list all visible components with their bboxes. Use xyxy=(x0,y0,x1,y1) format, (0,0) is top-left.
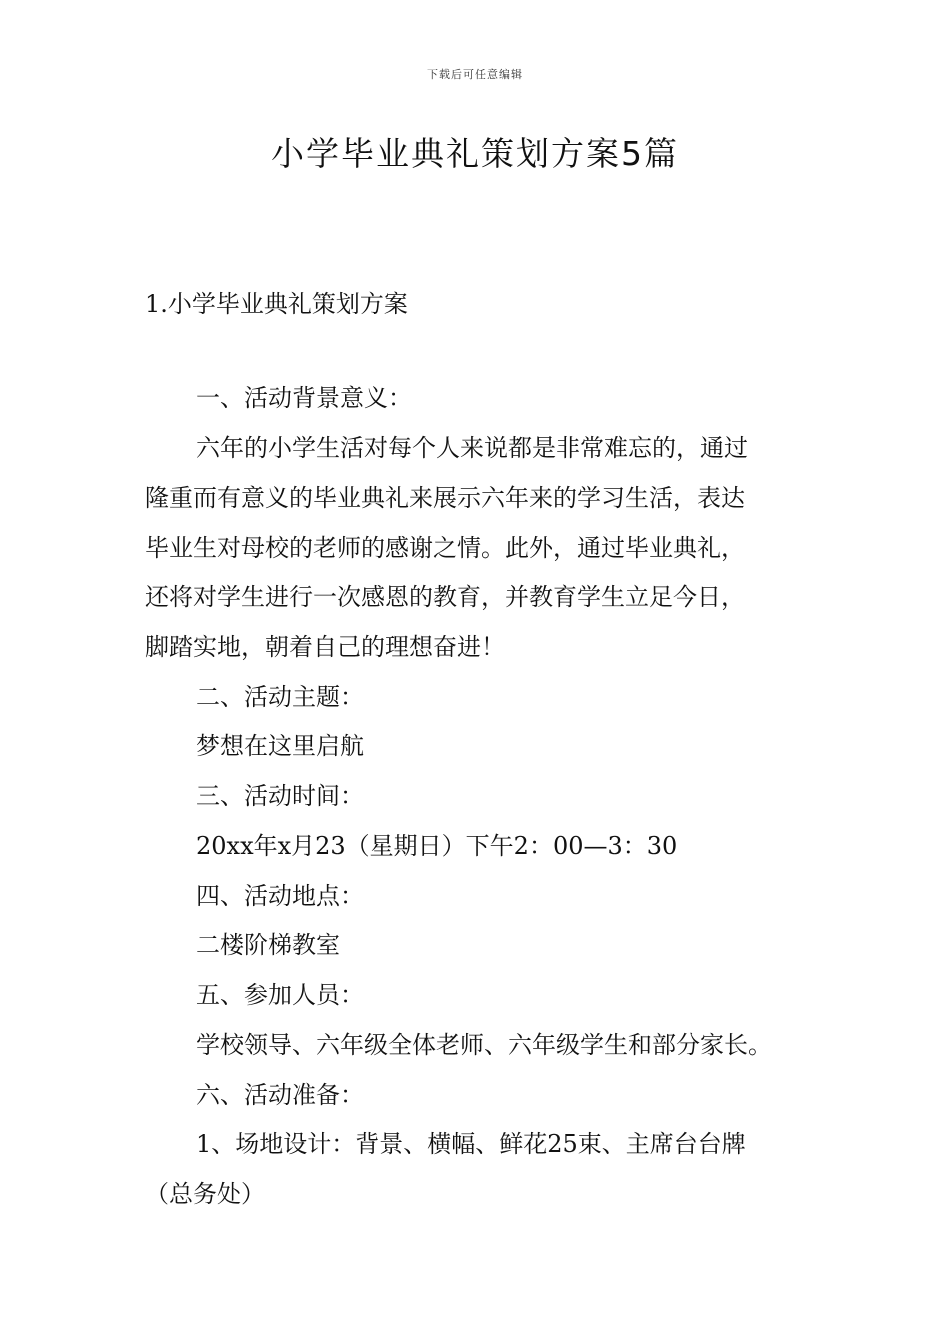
heading-location: 四、活动地点： xyxy=(196,882,364,910)
heading-background: 一、活动背景意义： xyxy=(196,384,412,412)
heading-theme: 二、活动主题： xyxy=(196,683,364,711)
heading-preparation: 六、活动准备： xyxy=(196,1081,364,1109)
header-note: 下载后可任意编辑 xyxy=(427,68,523,81)
heading-participants: 五、参加人员： xyxy=(196,981,364,1009)
section-title: 1.小学毕业典礼策划方案 xyxy=(145,290,408,318)
location-text: 二楼阶梯教室 xyxy=(196,931,340,959)
preparation-item-1: 1、场地设计：背景、横幅、鲜花25束、主席台台牌 xyxy=(196,1130,746,1158)
participants-text: 学校领导、六年级全体老师、六年级学生和部分家长。 xyxy=(196,1031,772,1059)
document-title: 小学毕业典礼策划方案5篇 xyxy=(271,134,679,173)
paragraph-line: 隆重而有意义的毕业典礼来展示六年来的学习生活，表达 xyxy=(145,484,745,512)
paragraph-line: 还将对学生进行一次感恩的教育，并教育学生立足今日， xyxy=(145,583,745,611)
preparation-item-1-cont: （总务处） xyxy=(145,1180,265,1208)
paragraph-line: 脚踏实地，朝着自己的理想奋进！ xyxy=(145,633,505,661)
paragraph-line: 毕业生对母校的老师的感谢之情。此外，通过毕业典礼， xyxy=(145,534,745,562)
time-text: 20xx年x月23（星期日）下午2：00—3：30 xyxy=(196,832,678,860)
heading-time: 三、活动时间： xyxy=(196,782,364,810)
theme-text: 梦想在这里启航 xyxy=(196,732,364,760)
paragraph-line: 六年的小学生活对每个人来说都是非常难忘的，通过 xyxy=(196,434,748,462)
